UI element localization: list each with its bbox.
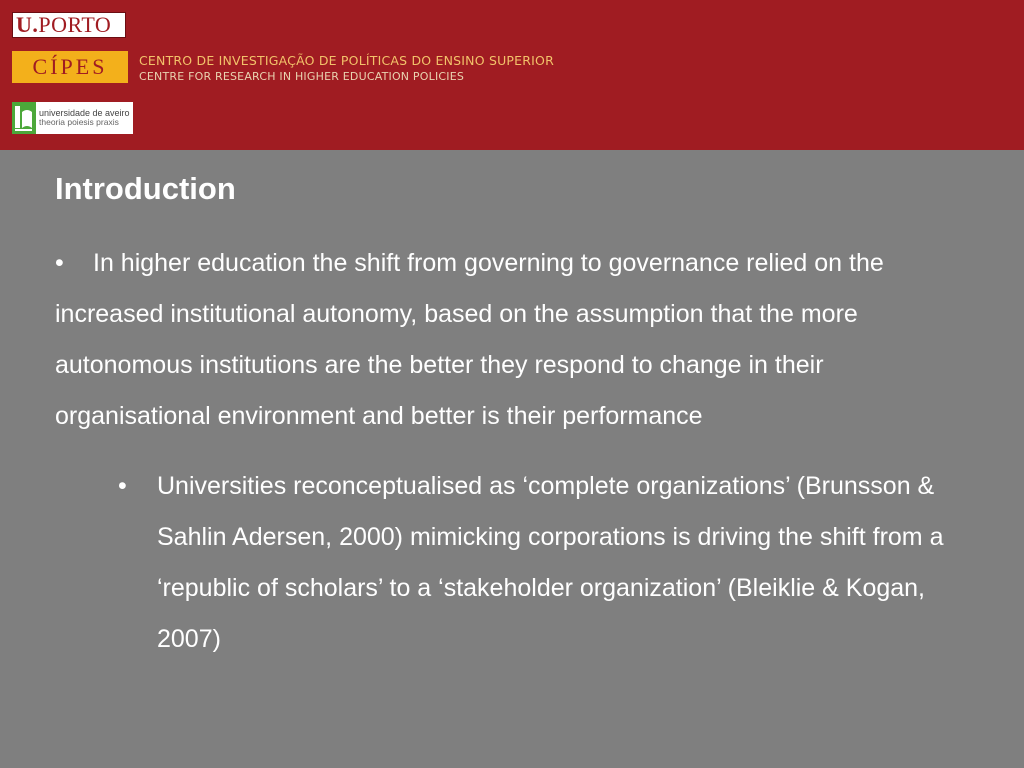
- aveiro-logo: [12, 102, 133, 134]
- sub-bullet-text: Universities reconceptualised as ‘complete organizations’ (Brunsson & Sahlin Adersen, 2000) mimicking corporations is driving the shift from a ‘republic of scholars’ to a ‘stakeholder organization’ (Bleiklie & Kogan, 2007): [157, 472, 944, 653]
- cipes-subtitle: CENTRE FOR RESEARCH IN HIGHER EDUCATION POLICIES: [139, 70, 465, 83]
- aveiro-logo-text: [36, 109, 130, 127]
- main-bullet: [55, 238, 985, 442]
- slide-title: Introduction: [55, 171, 236, 206]
- bullet-marker: •: [55, 249, 64, 277]
- sub-bullet: [118, 461, 958, 665]
- uporto-logo: [12, 12, 126, 38]
- aveiro-motto: theoria poiesis praxis: [39, 117, 119, 128]
- main-bullet-text: In higher education the shift from governing to governance relied on the increased institutional autonomy, based on the assumption that the more autonomous institutions are the better they respond to change in their organisational environment and better is their performance: [55, 249, 884, 430]
- aveiro-name: universidade de aveiro: [39, 107, 130, 118]
- cipes-title: CENTRO DE INVESTIGAÇÃO DE POLÍTICAS DO ENSINO SUPERIOR: [139, 53, 554, 68]
- sub-bullet-marker: •: [118, 472, 127, 500]
- uporto-logo-mark: U.: [16, 12, 39, 37]
- cipes-logo-text: CÍPES: [32, 54, 108, 79]
- aveiro-emblem-icon: [12, 102, 36, 134]
- cipes-logo: [12, 51, 128, 83]
- header-band: [0, 0, 1024, 150]
- uporto-logo-text: PORTO: [38, 12, 112, 37]
